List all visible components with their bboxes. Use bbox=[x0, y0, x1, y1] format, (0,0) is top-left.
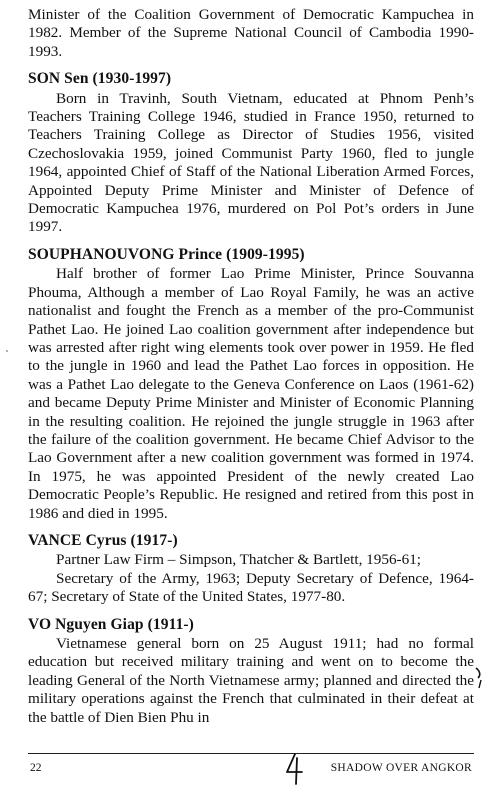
entry-souphanouvong bbox=[28, 246, 474, 523]
entry-son-sen bbox=[28, 70, 474, 237]
entry-body: Born in Travinh, South Vietnam, educated at Phnom Penh’s Teachers Training College 1946, studied in France 1950, returned to Teachers Training College as Director of Studies 1956, visited Czechoslovakia 1959, joined Communist Party 1960, fled to jungle 1964, appointed Chief of Staff of the National Liberation Armed Forces, Appointed Deputy Prime Minister and Minister of Defence of Democratic Kampuchea 1976, murdered on Pol Pot’s orders in June 1997. bbox=[28, 89, 474, 236]
running-title: SHADOW OVER ANGKOR bbox=[330, 762, 472, 774]
page-content bbox=[28, 6, 474, 727]
scan-speck bbox=[6, 350, 8, 352]
page-number: 22 bbox=[30, 762, 42, 774]
opening-text: Minister of the Coalition Government of Democratic Kampuchea in 1982. Member of the Supreme National Council of Cambodia 1990-1993. bbox=[28, 6, 474, 60]
entry-body-line2: Secretary of the Army, 1963; Deputy Secretary of Defence, 1964-67; Secretary of State of the United States, 1977-80. bbox=[28, 569, 474, 606]
entry-body: Vietnamese general born on 25 August 1911; had no formal education but received military training and went on to become the leading General of the North Vietnamese army; planned and directed the military operations against the French that culminated in their defeat at the battle of Dien Bien Phu in bbox=[28, 635, 474, 726]
entry-heading: VANCE Cyrus (1917-) bbox=[28, 531, 178, 549]
entry-body-line1: Partner Law Firm – Simpson, Thatcher & Bartlett, 1956-61; bbox=[56, 551, 422, 569]
page-footer bbox=[28, 753, 474, 778]
entry-heading: SON Sen (1930-1997) bbox=[28, 70, 172, 88]
handwritten-page-mark bbox=[283, 752, 305, 786]
entry-heading: VO Nguyen Giap (1911-) bbox=[28, 615, 194, 633]
entry-heading: SOUPHANOUVONG Prince (1909-1995) bbox=[28, 245, 305, 263]
entry-vo-nguyen-giap bbox=[28, 616, 474, 727]
entry-vance bbox=[28, 532, 474, 607]
margin-correction-mark bbox=[472, 665, 486, 691]
entry-body: Half brother of former Lao Prime Minister, Prince Souvanna Phouma, Although a member of Lao Royal Family, he was an active nationalist and fought the French as a member of the pro-Communist Pathet Lao. He joined Lao coalition government after independence but was arrested after right wing elements took over power in 1959. He fled to the jungle in 1960 and lead the Pathet Lao forces in opposition. He was a Pathet Lao delegate to the Geneva Conference on Laos (1961-62) and became Deputy Prime Minister and Minister of Economic Planning in the resulting coalition. He rejoined the jungle struggle in 1963 after the failure of the coalition government. He became Chief Advisor to the Lao Government after a new coalition government was formed in 1974. In 1975, he was appointed President of the newly created Lao Democratic People’s Republic. He resigned and retired from this post in 1986 and died in 1995. bbox=[28, 265, 474, 522]
